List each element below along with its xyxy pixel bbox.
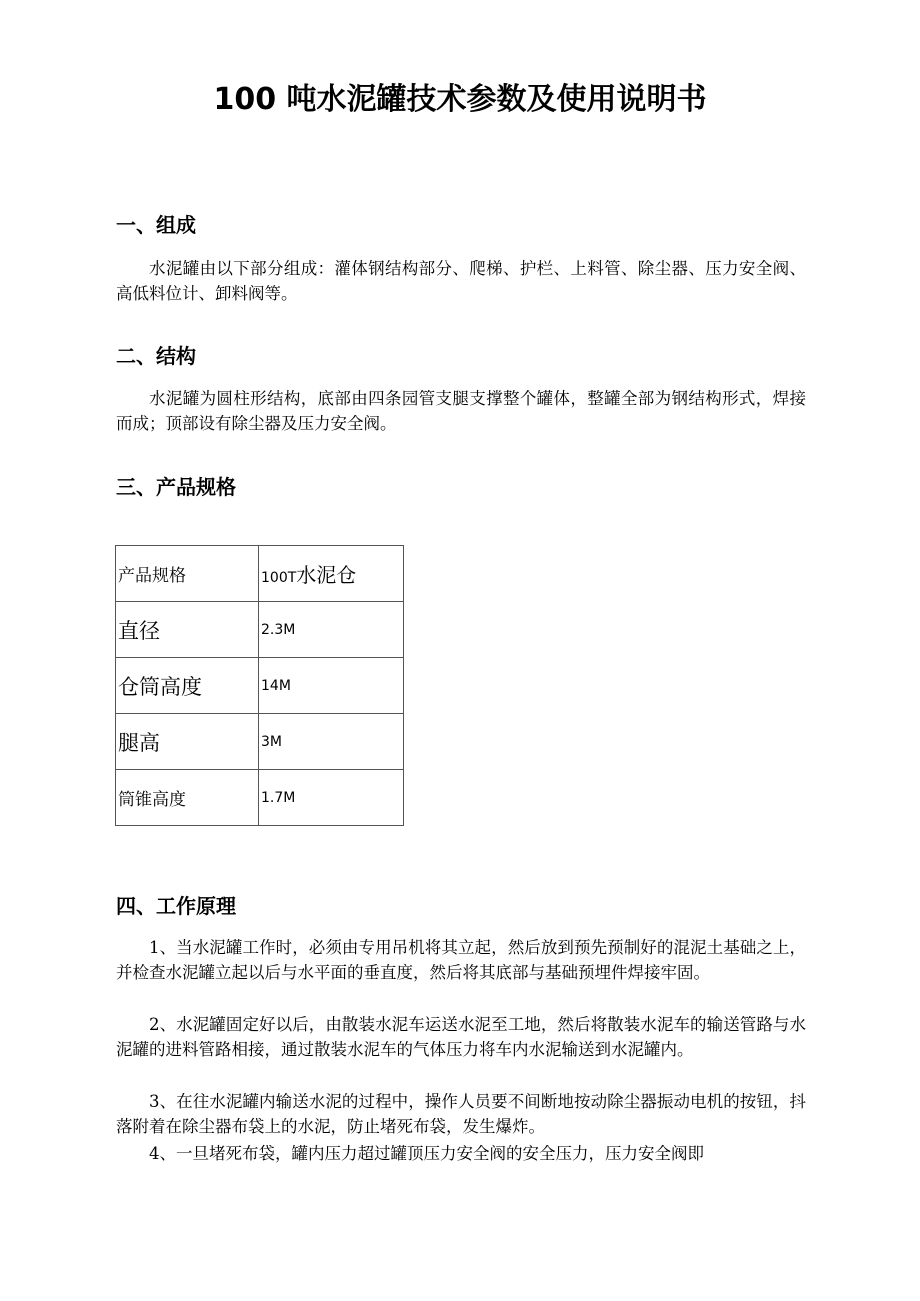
table-row — [116, 546, 404, 602]
spec-value-cell: 2.3M — [259, 602, 404, 658]
spec-label-cell: 产品规格 — [116, 546, 259, 602]
section-heading-principle: 四、工作原理 — [116, 894, 236, 918]
spec-value-prefix: 100T — [261, 570, 297, 586]
section-heading-composition: 一、组成 — [116, 213, 196, 237]
section-heading-specs: 三、产品规格 — [116, 475, 236, 499]
table-row — [116, 602, 404, 658]
composition-paragraph: 水泥罐由以下部分组成：灌体钢结构部分、爬梯、护栏、上料管、除尘器、压力安全阀、高低料位计、卸料阀等。 — [116, 259, 806, 303]
table-row — [116, 658, 404, 714]
spec-value-cell: 1.7M — [259, 770, 404, 826]
spec-value-cell: 14M — [259, 658, 404, 714]
section-heading-structure: 二、结构 — [116, 344, 196, 368]
spec-table — [115, 545, 404, 826]
spec-label-cell: 筒锥高度 — [116, 770, 259, 826]
spec-label-cell: 直径 — [116, 602, 259, 658]
document-title: 100 吨水泥罐技术参数及使用说明书 — [213, 82, 707, 117]
spec-label-cell: 仓筒高度 — [116, 658, 259, 714]
spec-value-cell: 3M — [259, 714, 404, 770]
table-row — [116, 714, 404, 770]
spec-value-suffix: 水泥仓 — [296, 563, 357, 587]
principle-paragraph-2: 2、水泥罐固定好以后，由散装水泥车运送水泥至工地，然后将散装水泥车的输送管路与水泥罐的进料管路相接，通过散装水泥车的气体压力将车内水泥输送到水泥罐内。 — [116, 1015, 806, 1059]
spec-value-cell — [259, 546, 404, 602]
structure-paragraph: 水泥罐为圆柱形结构，底部由四条园管支腿支撑整个罐体，整罐全部为钢结构形式，焊接而成；顶部设有除尘器及压力安全阀。 — [116, 389, 806, 433]
principle-paragraph-3: 3、在往水泥罐内输送水泥的过程中，操作人员要不间断地按动除尘器振动电机的按钮，抖落附着在除尘器布袋上的水泥，防止堵死布袋，发生爆炸。 — [116, 1092, 806, 1136]
table-row — [116, 770, 404, 826]
spec-label-cell: 腿高 — [116, 714, 259, 770]
principle-paragraph-1: 1、当水泥罐工作时，必须由专用吊机将其立起，然后放到预先预制好的混泥土基础之上，并检查水泥罐立起以后与水平面的垂直度，然后将其底部与基础预埋件焊接牢固。 — [116, 938, 806, 982]
principle-paragraph-4: 4、一旦堵死布袋，罐内压力超过罐顶压力安全阀的安全压力，压力安全阀即 — [149, 1144, 704, 1163]
